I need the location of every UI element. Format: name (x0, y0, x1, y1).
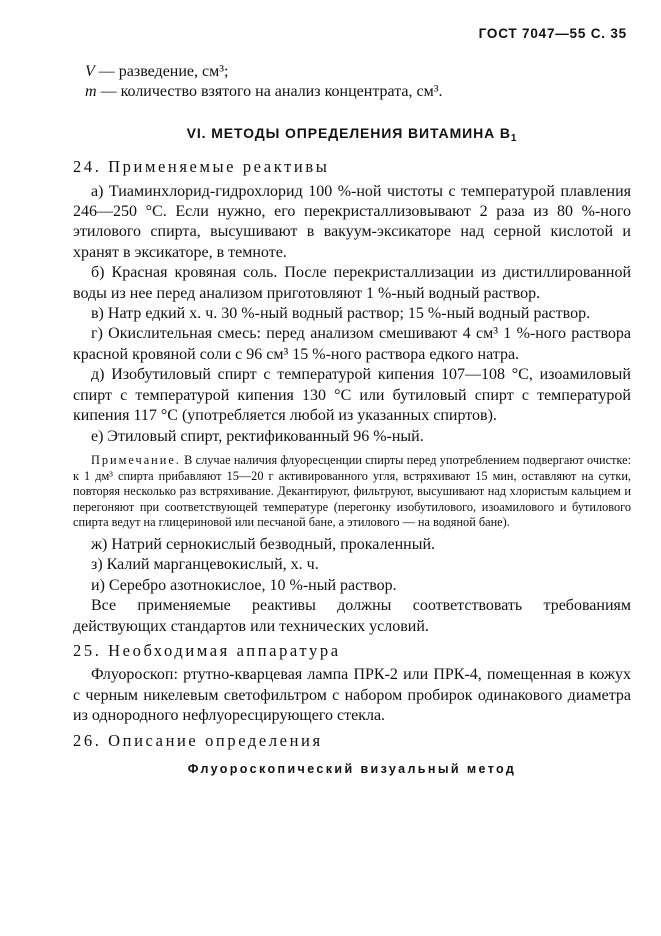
reagent-b: б) Красная кровяная соль. После перекристаллизации из дистиллированной воды из нее перед анализом приготовляют 1 %-ный водный раствор. (73, 264, 631, 302)
section-title: VI. МЕТОДЫ ОПРЕДЕЛЕНИЯ ВИТАМИНА $B_1$ (186, 124, 518, 144)
apparatus-text: Флуороскоп: ртутно-кварцевая лампа ПРК-2 или ПРК-4, помещенная в кожух с черным никелевым светофильтром с набором пробирок одинакового диаметра из однородного нефлуоресцирующего стекла. (73, 666, 631, 725)
definition-v: V — разведение, см³; (85, 63, 229, 80)
definition-m: m — количество взятого на анализ концентрата, см³. (85, 83, 443, 101)
heading-24: 24. Применяемые реактивы (73, 157, 330, 177)
all-reagents-statement: Все применяемые реактивы должны соответствовать требованиям действующих стандартов или технических условий. (73, 597, 631, 635)
note: Примечание. В случае наличия флуоресценции спирты перед употреблением подвергают очистке: к 1 дм³ спирта прибавляют 15—20 г активированного угля, встряхивают 15 мин, оставляют на сутки, повторяя несколько раз встряхивание. Декантируют, фильтруют, высушивают над хлористым кальцием и перегоняют при соответствующей температуре (перегонку изобутилового, изоамилового и бутилового спирта ведут на глицериновой или песчаной бане, а этилового — на водяной бане). (73, 452, 631, 530)
reagent-v: в) Натр едкий х. ч. 30 %-ный водный раствор; 15 %-ный водный раствор. (91, 305, 591, 323)
reagent-d: д) Изобутиловый спирт с температурой кипения 107—108 °С, изоамиловый спирт с температурой кипения 130 °С или бутиловый спирт с температурой кипения 117 °С (употребляется любой из указанных спиртов). (73, 366, 631, 425)
heading-26: 26. Описание определения (73, 730, 323, 750)
reagent-a: а) Тиаминхлорид-гидрохлорид 100 %-ной чистоты с температурой плавления 246—250 °С. Если нужно, его перекристаллизовывают 2 раза из 80 %-ного этилового спирта, высушивают в вакуум-эксикаторе над серной кислотой и хранят в эксикаторе, в темноте. (73, 182, 631, 261)
document-body (73, 62, 631, 779)
reagent-e: е) Этиловый спирт, ректификованный 96 %-ный. (91, 427, 424, 445)
reagent-g: г) Окислительная смесь: перед анализом смешивают 4 см³ 1 %-ного раствора красной кровяной соли с 96 см³ 15 %-ного раствора едкого натра. (73, 325, 631, 363)
reagent-z: з) Калий марганцевокислый, х. ч. (91, 556, 319, 574)
heading-25: 25. Необходимая аппаратура (73, 640, 341, 660)
method-title: Флуороскопический визуальный метод (187, 761, 517, 776)
reagent-zh: ж) Натрий сернокислый безводный, прокаленный. (91, 535, 436, 553)
reagent-i: и) Серебро азотнокислое, 10 %-ный раствор. (91, 576, 397, 594)
page-header: ГОСТ 7047—55 С. 35 (478, 26, 627, 41)
